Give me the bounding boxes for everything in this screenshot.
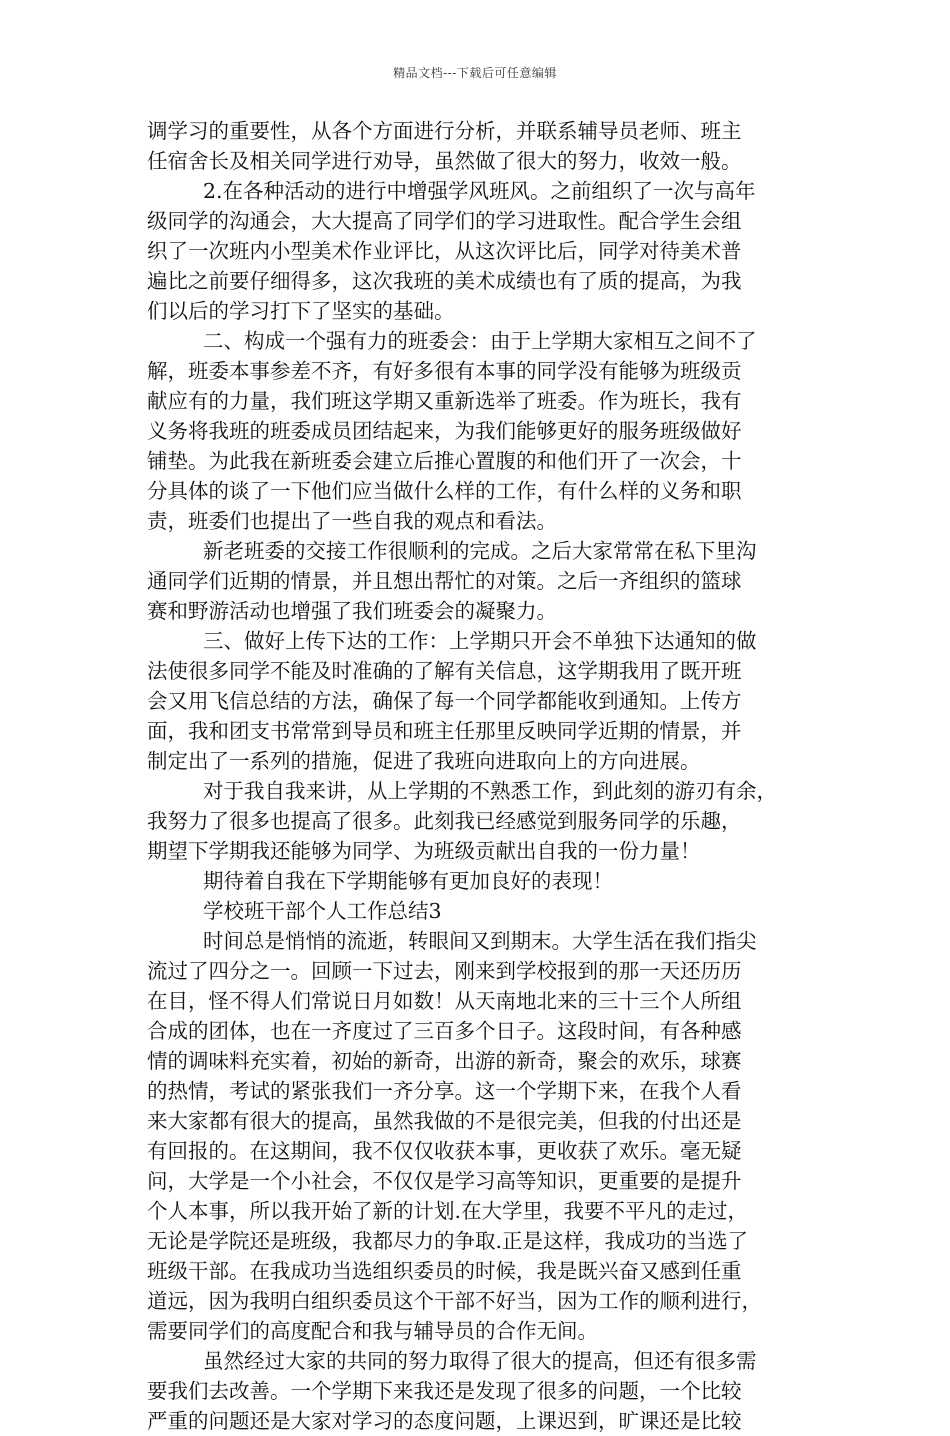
text-line: 虽然经过大家的共同的努力取得了很大的提高，但还有很多需 (203, 1349, 757, 1373)
text-line: 合成的团体，也在一齐度过了三百多个日子。这段时间，有各种感 (147, 1019, 742, 1043)
text-line: 新老班委的交接工作很顺利的完成。之后大家常常在私下里沟 (203, 539, 757, 563)
text-line: 献应有的力量，我们班这学期又重新选举了班委。作为班长，我有 (147, 389, 742, 413)
text-line: 要我们去改善。一个学期下来我还是发现了很多的问题，一个比较 (147, 1379, 742, 1403)
text-line: 道远，因为我明白组织委员这个干部不好当，因为工作的顺利进行， (147, 1289, 762, 1313)
text-line: 解，班委本事参差不齐，有好多很有本事的同学没有能够为班级贡 (147, 359, 742, 383)
text-line: 调学习的重要性，从各个方面进行分析，并联系辅导员老师、班主 (147, 119, 742, 143)
text-line: 时间总是悄悄的流逝，转眼间又到期末。大学生活在我们指尖 (203, 929, 757, 953)
text-line: 的热情，考试的紧张我们一齐分享。这一个学期下来，在我个人看 (147, 1079, 742, 1103)
text-line: 铺垫。为此我在新班委会建立后推心置腹的和他们开了一次会，十 (147, 449, 742, 473)
text-line: 期望下学期我还能够为同学、为班级贡献出自我的一份力量！ (147, 839, 701, 863)
text-line: 有回报的。在这期间，我不仅仅收获本事，更收获了欢乐。毫无疑 (147, 1139, 742, 1163)
text-line: 织了一次班内小型美术作业评比，从这次评比后，同学对待美术普 (147, 239, 742, 263)
text-line: 流过了四分之一。回顾一下过去，刚来到学校报到的那一天还历历 (147, 959, 742, 983)
text-line: 对于我自我来讲，从上学期的不熟悉工作，到此刻的游刃有余， (203, 779, 777, 803)
text-line: 情的调味料充实着，初始的新奇，出游的新奇，聚会的欢乐，球赛 (147, 1049, 742, 1073)
text-line: 分具体的谈了一下他们应当做什么样的工作，有什么样的义务和职 (147, 479, 742, 503)
text-line: 制定出了一系列的措施，促进了我班向进取向上的方向进展。 (147, 749, 701, 773)
text-line: 二、构成一个强有力的班委会：由于上学期大家相互之间不了 (203, 329, 757, 353)
text-line: 通同学们近期的情景，并且想出帮忙的对策。之后一齐组织的篮球 (147, 569, 742, 593)
text-line: 级同学的沟通会，大大提高了同学们的学习进取性。配合学生会组 (147, 209, 742, 233)
page-header: 精品文档---下载后可任意编辑 (393, 66, 557, 80)
text-line: 问，大学是一个小社会，不仅仅是学习高等知识，更重要的是提升 (147, 1169, 742, 1193)
text-line: 三、做好上传下达的工作：上学期只开会不单独下达通知的做 (203, 629, 757, 653)
text-line: 任宿舍长及相关同学进行劝导，虽然做了很大的努力，收效一般。 (147, 149, 742, 173)
text-line: 需要同学们的高度配合和我与辅导员的合作无间。 (147, 1319, 598, 1343)
text-line: 班级干部。在我成功当选组织委员的时候，我是既兴奋又感到任重 (147, 1259, 742, 1283)
text-line: 学校班干部个人工作总结3 (203, 899, 442, 923)
text-line: 责，班委们也提出了一些自我的观点和看法。 (147, 509, 557, 533)
text-line: 面，我和团支书常常到导员和班主任那里反映同学近期的情景，并 (147, 719, 742, 743)
text-line: 义务将我班的班委成员团结起来，为我们能够更好的服务班级做好 (147, 419, 742, 443)
text-line: 法使很多同学不能及时准确的了解有关信息，这学期我用了既开班 (147, 659, 742, 683)
text-line: 会又用飞信总结的方法，确保了每一个同学都能收到通知。上传方 (147, 689, 742, 713)
text-line: 我努力了很多也提高了很多。此刻我已经感觉到服务同学的乐趣， (147, 809, 742, 833)
text-line: 们以后的学习打下了坚实的基础。 (147, 299, 455, 323)
text-line: 严重的问题还是大家对学习的态度问题，上课迟到，旷课还是比较 (147, 1409, 742, 1433)
text-line: 无论是学院还是班级，我都尽力的争取.正是这样，我成功的当选了 (147, 1229, 749, 1253)
text-line: 2.在各种活动的进行中增强学风班风。之前组织了一次与高年 (203, 179, 756, 203)
text-line: 赛和野游活动也增强了我们班委会的凝聚力。 (147, 599, 557, 623)
text-line: 遍比之前要仔细得多，这次我班的美术成绩也有了质的提高，为我 (147, 269, 742, 293)
text-line: 在目，怪不得人们常说日月如数！从天南地北来的三十三个人所组 (147, 989, 742, 1013)
document-body (147, 116, 819, 1436)
text-line: 期待着自我在下学期能够有更加良好的表现！ (203, 869, 613, 893)
text-line: 个人本事，所以我开始了新的计划.在大学里，我要不平凡的走过， (147, 1199, 749, 1223)
text-line: 来大家都有很大的提高，虽然我做的不是很完美，但我的付出还是 (147, 1109, 742, 1133)
